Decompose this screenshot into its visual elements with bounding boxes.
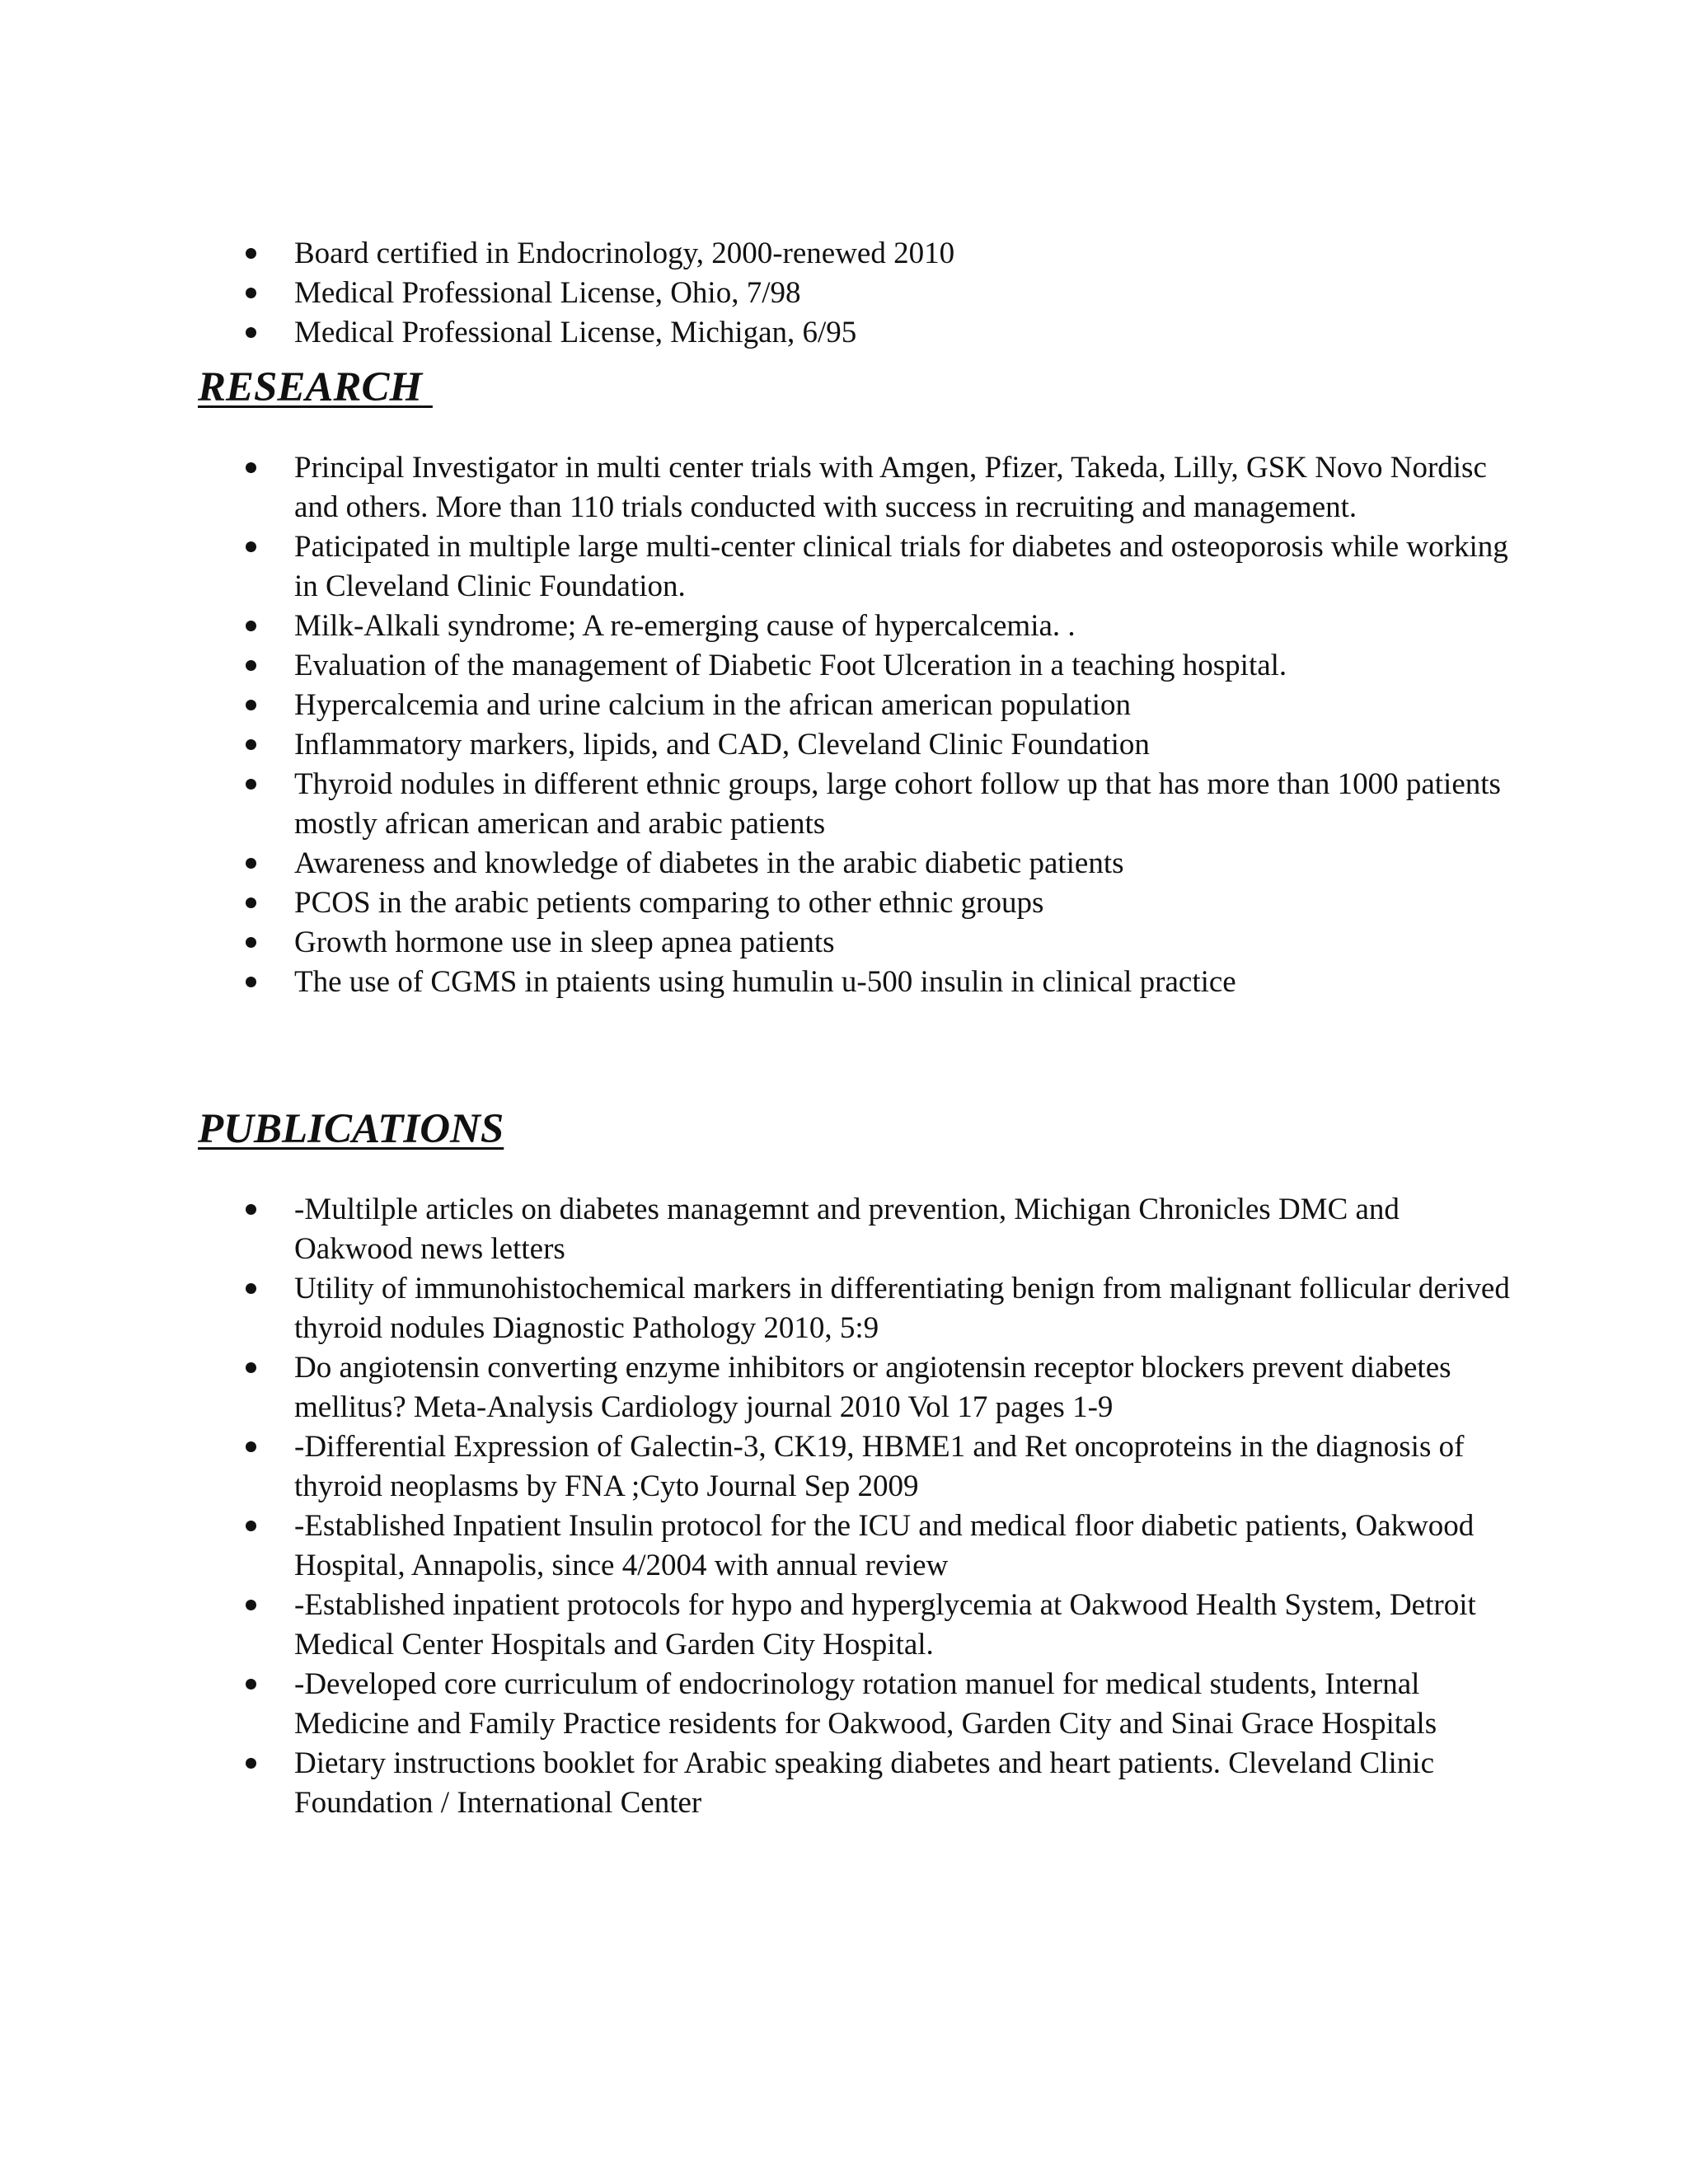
research-item-text: Principal Investigator in multi center trials with Amgen, Pfizer, Takeda, Lilly, GSK Novo Nordisc and others. More than 110 trials conducted with success in recruiting and management. [294, 451, 1487, 524]
bullet-icon [246, 660, 256, 671]
bullet-icon [246, 937, 256, 948]
certifications-section [198, 234, 1517, 353]
list-item [198, 1744, 1517, 1823]
bullet-icon [246, 1204, 256, 1215]
bullet-icon [246, 739, 256, 750]
research-item-text: Growth hormone use in sleep apnea patients [294, 926, 835, 959]
research-item-text: Thyroid nodules in different ethnic groups, large cohort follow up that has more than 1000 patients mostly african american and arabic patients [294, 767, 1501, 841]
list-item [198, 963, 1517, 1002]
list-item [198, 448, 1517, 527]
list-item [198, 234, 1517, 274]
list-item [198, 607, 1517, 646]
bullet-icon [246, 858, 256, 869]
bullet-icon [246, 1679, 256, 1690]
bullet-icon [246, 1521, 256, 1531]
research-item-text: Inflammatory markers, lipids, and CAD, Cleveland Clinic Foundation [294, 728, 1150, 762]
bullet-icon [246, 541, 256, 552]
list-item [198, 844, 1517, 883]
bullet-icon [246, 700, 256, 710]
publications-list [198, 1190, 1517, 1823]
bullet-icon [246, 1362, 256, 1373]
research-item-text: The use of CGMS in ptaients using humulin u-500 insulin in clinical practice [294, 965, 1236, 999]
publications-section [198, 1190, 1517, 1823]
publication-item-text: -Multilple articles on diabetes managemnt and prevention, Michigan Chronicles DMC and Oakwood news letters [294, 1193, 1400, 1266]
list-item [198, 274, 1517, 313]
research-item-text: Milk-Alkali syndrome; A re-emerging cause of hypercalcemia. . [294, 609, 1076, 643]
bullet-icon [246, 1283, 256, 1294]
bullet-icon [246, 288, 256, 298]
bullet-icon [246, 779, 256, 790]
list-item [198, 765, 1517, 844]
certifications-list [198, 234, 1517, 353]
list-item [198, 686, 1517, 725]
list-item [198, 1665, 1517, 1744]
bullet-icon [246, 621, 256, 631]
research-section [198, 448, 1517, 1002]
publication-item-text: -Developed core curriculum of endocrinology rotation manuel for medical students, Internal Medicine and Family Practice residents for Oakwood, Garden City and Sinai Grace Hospitals [294, 1667, 1437, 1741]
publications-heading: PUBLICATIONS [198, 1106, 504, 1152]
list-item [198, 1348, 1517, 1427]
research-item-text: PCOS in the arabic petients comparing to other ethnic groups [294, 886, 1044, 920]
list-item [198, 1507, 1517, 1586]
bullet-icon [246, 977, 256, 987]
list-item [198, 527, 1517, 607]
list-item [198, 923, 1517, 963]
list-item [198, 1190, 1517, 1269]
bullet-icon [246, 462, 256, 473]
list-item [198, 883, 1517, 923]
bullet-icon [246, 1758, 256, 1769]
certification-text: Medical Professional License, Ohio, 7/98 [294, 276, 801, 310]
research-item-text: Paticipated in multiple large multi-center clinical trials for diabetes and osteoporosis while working in Cleveland Clinic Foundation. [294, 530, 1508, 603]
list-item [198, 313, 1517, 353]
list-item [198, 646, 1517, 686]
publication-item-text: Do angiotensin converting enzyme inhibitors or angiotensin receptor blockers prevent diabetes mellitus? Meta-Analysis Cardiology journal 2010 Vol 17 pages 1-9 [294, 1351, 1451, 1424]
bullet-icon [246, 1441, 256, 1452]
bullet-icon [246, 248, 256, 259]
research-item-text: Awareness and knowledge of diabetes in the arabic diabetic patients [294, 846, 1124, 880]
bullet-icon [246, 327, 256, 338]
bullet-icon [246, 1600, 256, 1610]
list-item [198, 1427, 1517, 1507]
publication-item-text: -Established Inpatient Insulin protocol for the ICU and medical floor diabetic patients, Oakwood Hospital, Annapolis, since 4/2004 with annual review [294, 1509, 1475, 1582]
list-item [198, 1269, 1517, 1348]
research-list [198, 448, 1517, 1002]
list-item [198, 725, 1517, 765]
publication-item-text: -Differential Expression of Galectin-3, CK19, HBME1 and Ret oncoproteins in the diagnosis of thyroid neoplasms by FNA ;Cyto Journal Sep 2009 [294, 1430, 1465, 1503]
certification-text: Board certified in Endocrinology, 2000-renewed 2010 [294, 237, 955, 270]
list-item [198, 1586, 1517, 1665]
research-item-text: Evaluation of the management of Diabetic Foot Ulceration in a teaching hospital. [294, 649, 1287, 682]
research-heading: RESEARCH [198, 364, 433, 410]
bullet-icon [246, 898, 256, 908]
publication-item-text: Utility of immunohistochemical markers in differentiating benign from malignant follicular derived thyroid nodules Diagnostic Pathology 2010, 5:9 [294, 1272, 1510, 1345]
research-item-text: Hypercalcemia and urine calcium in the african american population [294, 688, 1131, 722]
publication-item-text: Dietary instructions booklet for Arabic speaking diabetes and heart patients. Cleveland Clinic Foundation / International Center [294, 1746, 1435, 1820]
publication-item-text: -Established inpatient protocols for hypo and hyperglycemia at Oakwood Health System, Detroit Medical Center Hospitals and Garden City Hospital. [294, 1588, 1476, 1661]
certification-text: Medical Professional License, Michigan, 6/95 [294, 316, 857, 349]
